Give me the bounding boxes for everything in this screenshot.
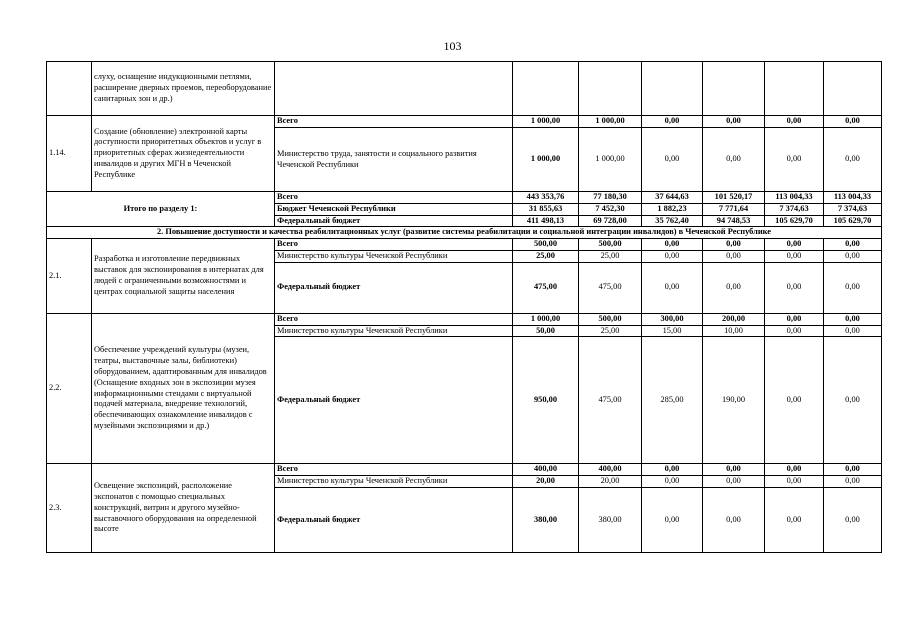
amount-cell: 10,00 xyxy=(703,325,765,337)
source-label: Федеральный бюджет xyxy=(275,337,513,464)
amount-cell: 400,00 xyxy=(513,464,579,476)
item-description: Создание (обновление) электронной карты доступности приоритетных объектов и услуг в приоритетных сферах жизнедеятельности инвалидов и других МГН в Чеченской Республике xyxy=(92,116,275,192)
table-row xyxy=(47,313,882,325)
source-label: Министерство культуры Чеченской Республики xyxy=(275,325,513,337)
amount-cell: 0,00 xyxy=(642,250,703,262)
source-label: Министерство культуры Чеченской Республики xyxy=(275,250,513,262)
amount-cell: 950,00 xyxy=(513,337,579,464)
amount-cell: 0,00 xyxy=(824,313,882,325)
carry-over-cell xyxy=(765,62,824,116)
amount-cell: 0,00 xyxy=(824,337,882,464)
total-cell: 7 374,63 xyxy=(765,203,824,215)
amount-cell: 1 000,00 xyxy=(579,128,642,192)
total-cell: 113 004,33 xyxy=(824,192,882,204)
total-cell: 31 855,63 xyxy=(513,203,579,215)
amount-cell: 0,00 xyxy=(703,476,765,488)
amount-cell: 25,00 xyxy=(579,250,642,262)
amount-cell: 0,00 xyxy=(824,487,882,552)
item-description: Обеспечение учреждений культуры (музеи, театры, выставочные залы, библиотеки) оборудованием, адаптированным для инвалидов (Оснащение входных зон в экспозиции музея информационными стендами с виртуальной подачей материала, внедрение технологий, обеспечивающих ознакомление инвалидов с музейными экспозициями и др.) xyxy=(92,313,275,464)
amount-cell: 0,00 xyxy=(642,476,703,488)
amount-cell: 475,00 xyxy=(579,337,642,464)
amount-cell: 1 000,00 xyxy=(513,128,579,192)
amount-cell: 0,00 xyxy=(765,116,824,128)
amount-cell: 20,00 xyxy=(513,476,579,488)
amount-cell: 0,00 xyxy=(824,262,882,313)
item-index: 2.2. xyxy=(47,313,92,464)
item-index: 2.1. xyxy=(47,239,92,314)
source-label: Министерство труда, занятости и социального развития Чеченской Республики xyxy=(275,128,513,192)
amount-cell: 0,00 xyxy=(642,128,703,192)
table-row xyxy=(47,116,882,128)
amount-cell: 0,00 xyxy=(765,128,824,192)
amount-cell: 0,00 xyxy=(824,464,882,476)
item-description: Разработка и изготовление передвижных выставок для экспонирования в интернатах для людей с ограниченными возможностями и центрах социальной защиты населения xyxy=(92,239,275,314)
item-index: 2.3. xyxy=(47,464,92,553)
amount-cell: 0,00 xyxy=(765,476,824,488)
source-label: Федеральный бюджет xyxy=(275,262,513,313)
source-label: Федеральный бюджет xyxy=(275,487,513,552)
carry-over-cell xyxy=(579,62,642,116)
total-cell: 35 762,40 xyxy=(642,215,703,227)
total-cell: 105 629,70 xyxy=(765,215,824,227)
carry-over-source xyxy=(275,62,513,116)
total-cell: 113 004,33 xyxy=(765,192,824,204)
amount-cell: 0,00 xyxy=(703,239,765,251)
amount-cell: 285,00 xyxy=(642,337,703,464)
source-label: Министерство культуры Чеченской Республики xyxy=(275,476,513,488)
amount-cell: 500,00 xyxy=(579,239,642,251)
amount-cell: 1 000,00 xyxy=(513,313,579,325)
source-label: Всего xyxy=(275,116,513,128)
carry-over-cell xyxy=(642,62,703,116)
carry-over-row xyxy=(47,62,882,116)
amount-cell: 0,00 xyxy=(765,239,824,251)
total-cell: 443 353,76 xyxy=(513,192,579,204)
total-cell: 7 452,30 xyxy=(579,203,642,215)
carry-over-cell xyxy=(703,62,765,116)
amount-cell: 0,00 xyxy=(765,313,824,325)
total-cell: 411 498,13 xyxy=(513,215,579,227)
table-row xyxy=(47,464,882,476)
total-cell: 1 882,23 xyxy=(642,203,703,215)
amount-cell: 0,00 xyxy=(765,325,824,337)
amount-cell: 15,00 xyxy=(642,325,703,337)
amount-cell: 0,00 xyxy=(703,250,765,262)
amount-cell: 20,00 xyxy=(579,476,642,488)
total-cell: 101 520,17 xyxy=(703,192,765,204)
amount-cell: 0,00 xyxy=(703,464,765,476)
amount-cell: 0,00 xyxy=(765,464,824,476)
amount-cell: 0,00 xyxy=(703,262,765,313)
amount-cell: 50,00 xyxy=(513,325,579,337)
carry-over-description: слуху, оснащение индукционными петлями, расширение дверных проемов, переоборудование санитарных зон и др.) xyxy=(92,62,275,116)
section-total-label: Итого по разделу 1: xyxy=(47,192,275,227)
amount-cell: 0,00 xyxy=(765,337,824,464)
amount-cell: 0,00 xyxy=(642,239,703,251)
budget-table xyxy=(46,61,882,553)
amount-cell: 1 000,00 xyxy=(579,116,642,128)
source-label: Всего xyxy=(275,464,513,476)
amount-cell: 400,00 xyxy=(579,464,642,476)
amount-cell: 0,00 xyxy=(824,476,882,488)
source-label: Федеральный бюджет xyxy=(275,215,513,227)
amount-cell: 0,00 xyxy=(642,262,703,313)
amount-cell: 0,00 xyxy=(824,128,882,192)
amount-cell: 475,00 xyxy=(513,262,579,313)
source-label: Всего xyxy=(275,313,513,325)
section-heading-row xyxy=(47,227,882,239)
source-label: Бюджет Чеченской Республики xyxy=(275,203,513,215)
section-heading: 2. Повышение доступности и качества реабилитационных услуг (развитие системы реабилитации и социальной интеграции инвалидов) в Чеченской Республике xyxy=(47,227,882,239)
amount-cell: 25,00 xyxy=(513,250,579,262)
amount-cell: 0,00 xyxy=(642,487,703,552)
total-cell: 69 728,00 xyxy=(579,215,642,227)
item-description: Освещение экспозиций, расположение экспонатов с помощью специальных конструкций, витрин и другого музейно-выставочного оборудования на определенной высоте xyxy=(92,464,275,553)
total-cell: 7 374,63 xyxy=(824,203,882,215)
amount-cell: 300,00 xyxy=(642,313,703,325)
amount-cell: 0,00 xyxy=(824,116,882,128)
amount-cell: 0,00 xyxy=(703,128,765,192)
item-index: 1.14. xyxy=(47,116,92,192)
amount-cell: 380,00 xyxy=(579,487,642,552)
amount-cell: 500,00 xyxy=(579,313,642,325)
carry-over-cell xyxy=(513,62,579,116)
amount-cell: 0,00 xyxy=(765,262,824,313)
amount-cell: 380,00 xyxy=(513,487,579,552)
source-label: Всего xyxy=(275,239,513,251)
carry-over-cell xyxy=(824,62,882,116)
amount-cell: 0,00 xyxy=(703,116,765,128)
amount-cell: 0,00 xyxy=(642,116,703,128)
source-label: Всего xyxy=(275,192,513,204)
amount-cell: 0,00 xyxy=(824,239,882,251)
amount-cell: 475,00 xyxy=(579,262,642,313)
amount-cell: 190,00 xyxy=(703,337,765,464)
amount-cell: 0,00 xyxy=(642,464,703,476)
amount-cell: 0,00 xyxy=(824,325,882,337)
amount-cell: 0,00 xyxy=(765,487,824,552)
amount-cell: 0,00 xyxy=(765,250,824,262)
carry-over-index xyxy=(47,62,92,116)
amount-cell: 0,00 xyxy=(824,250,882,262)
page-number: 103 xyxy=(443,39,462,53)
amount-cell: 25,00 xyxy=(579,325,642,337)
amount-cell: 1 000,00 xyxy=(513,116,579,128)
total-cell: 105 629,70 xyxy=(824,215,882,227)
budget-table-body xyxy=(47,62,882,553)
total-row xyxy=(47,192,882,204)
total-cell: 37 644,63 xyxy=(642,192,703,204)
amount-cell: 200,00 xyxy=(703,313,765,325)
amount-cell: 500,00 xyxy=(513,239,579,251)
total-cell: 7 771,64 xyxy=(703,203,765,215)
total-cell: 77 180,30 xyxy=(579,192,642,204)
total-cell: 94 748,53 xyxy=(703,215,765,227)
table-row xyxy=(47,239,882,251)
amount-cell: 0,00 xyxy=(703,487,765,552)
